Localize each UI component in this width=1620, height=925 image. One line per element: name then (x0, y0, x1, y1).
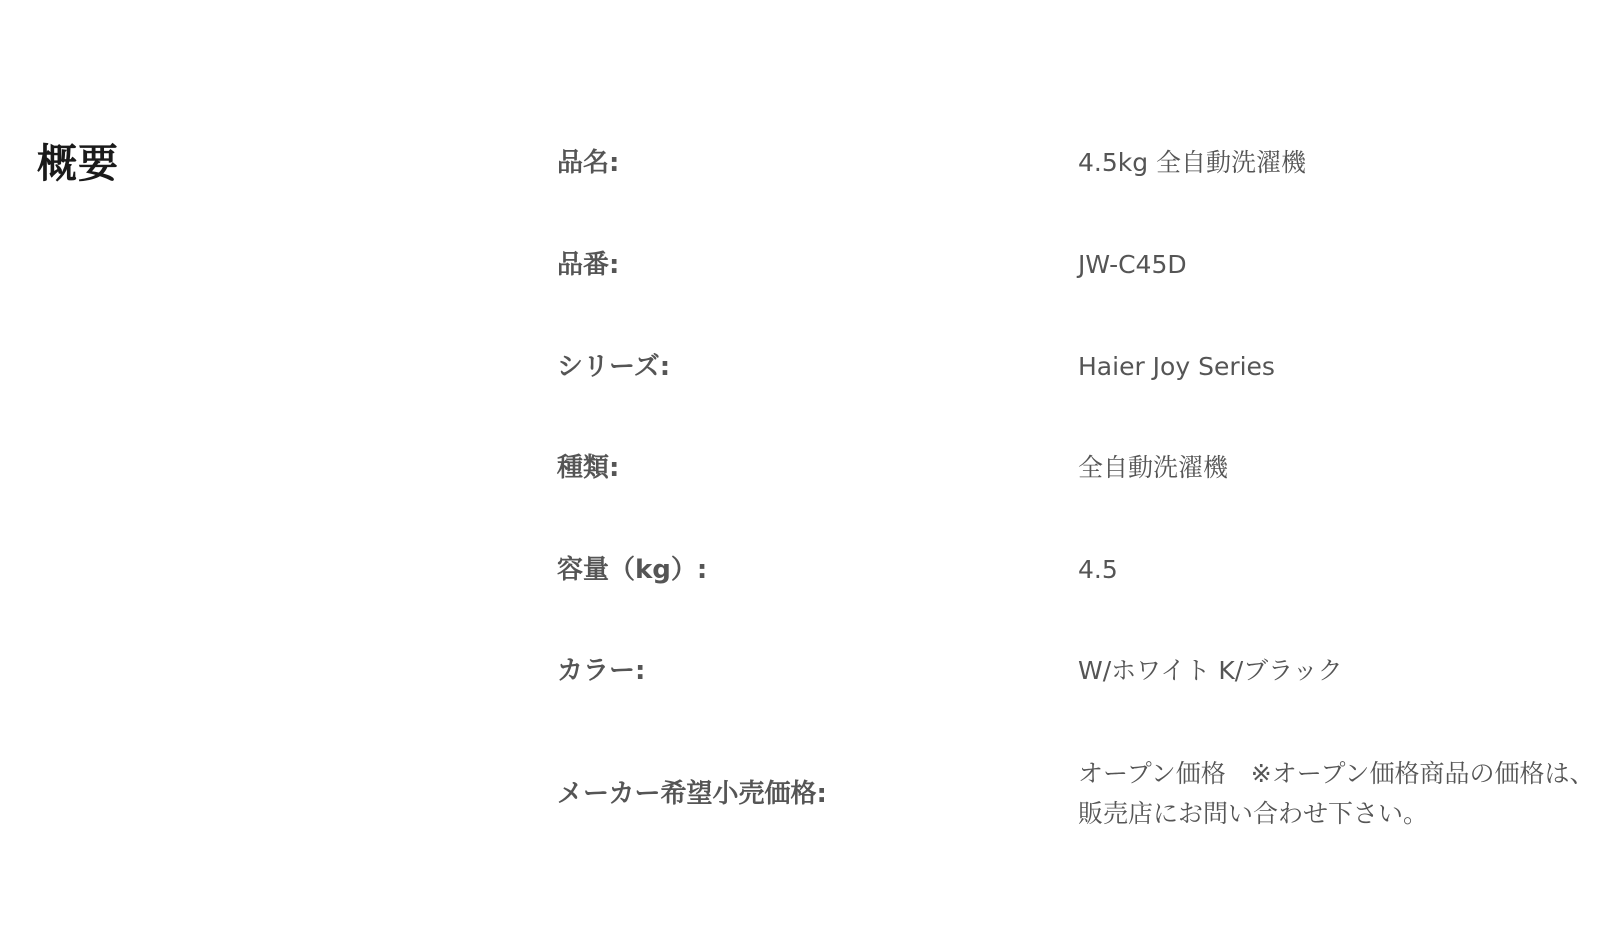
spec-value-price: オープン価格 ※オープン価格商品の価格は、販売店にお問い合わせ下さい。 (1078, 759, 1595, 828)
spec-label-price: メーカー希望小売価格: (557, 779, 827, 809)
spec-value-color: W/ホワイト K/ブラック (1078, 656, 1343, 685)
spec-row-series (0, 347, 1620, 387)
spec-row-type (0, 448, 1620, 488)
spec-row-capacity (0, 550, 1620, 590)
spec-label-color: カラー: (557, 656, 646, 686)
spec-row-product-name (0, 143, 1620, 183)
section-title: 概要 (37, 141, 119, 187)
spec-value-capacity: 4.5 (1078, 555, 1118, 584)
spec-value-series: Haier Joy Series (1078, 352, 1275, 381)
spec-label-model-number: 品番: (557, 250, 620, 280)
spec-row-price (0, 752, 1620, 836)
spec-label-series: シリーズ: (557, 352, 671, 382)
spec-row-color (0, 651, 1620, 691)
spec-value-type: 全自動洗濯機 (1078, 453, 1229, 482)
spec-value-product-name: 4.5kg 全自動洗濯機 (1078, 148, 1307, 177)
spec-row-model-number (0, 245, 1620, 285)
spec-label-capacity: 容量（kg）: (557, 555, 708, 585)
spec-label-type: 種類: (557, 453, 620, 483)
spec-value-model-number: JW-C45D (1078, 250, 1187, 279)
spec-label-product-name: 品名: (557, 148, 620, 178)
